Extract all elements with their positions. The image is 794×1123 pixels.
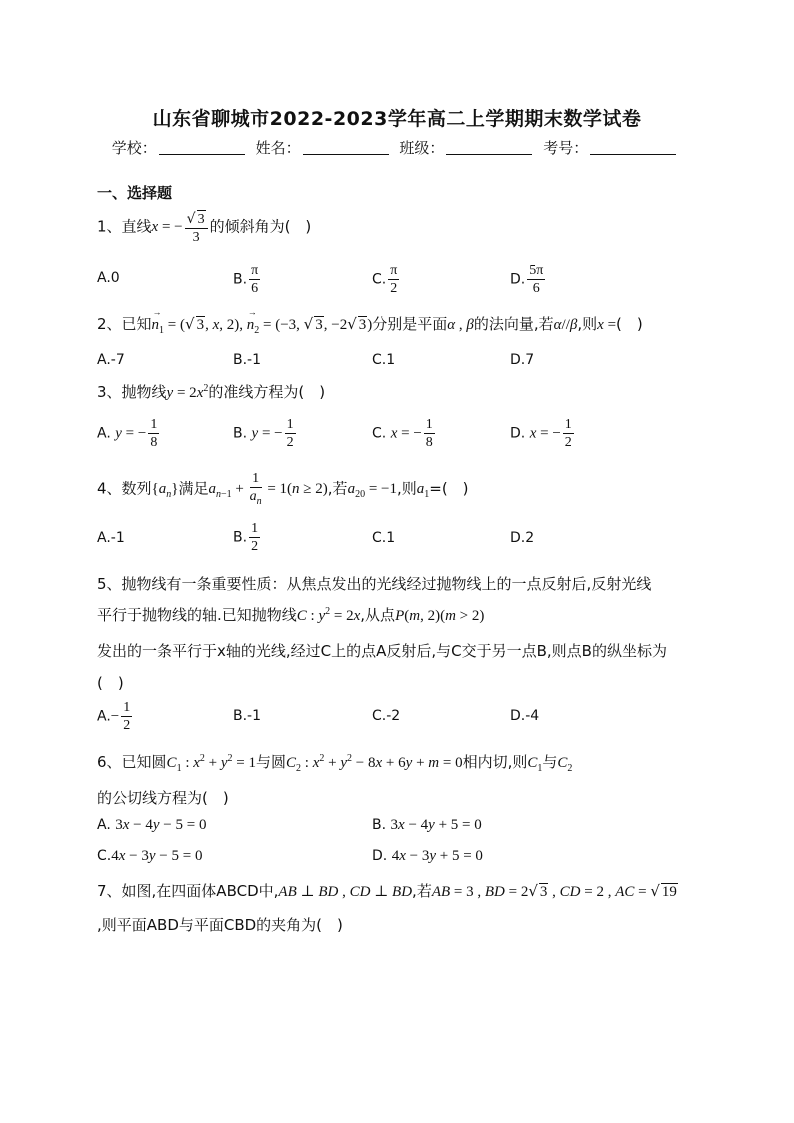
question-4-stem: 4、数列$\{a_n\}$满足$a_{n-1}$ + $\frac{1}{a_n}$ = 1(n ≥ 2),若$a_{20} = -1$,则$a_1=$( ) bbox=[97, 471, 469, 507]
class-blank[interactable] bbox=[446, 140, 532, 155]
question-5-stem-line-1: 5、抛物线有一条重要性质：从焦点发出的光线经过抛物线上的一点反射后,反射光线 bbox=[97, 575, 652, 593]
q1-equation: x = − $\frac{√ 3}{3}$ bbox=[152, 219, 210, 235]
q6-circle-1: $C_1$ : $x^2 + y^2 = 1$ bbox=[166, 753, 257, 774]
q6-option-c[interactable]: C.4x − 3y − 5 = 0 bbox=[97, 848, 203, 864]
question-1-stem: 1、直线x = − $\frac{√ 3}{3}$ 的倾斜角为( ) bbox=[97, 211, 312, 245]
section-title: 一、选择题 bbox=[97, 184, 173, 202]
q1-option-d[interactable]: D. $\frac{5\pi}{6}$ bbox=[510, 263, 544, 296]
q3-equation: $y = 2x^2$ bbox=[166, 383, 209, 401]
school-label: 学校： bbox=[111, 139, 157, 157]
question-5-stem-line-4: ( ) bbox=[97, 674, 124, 692]
question-6-stem-line-1: 6、已知圆$C_1$ : $x^2 + y^2 = 1$与圆$C_2$ : $x^2 + y^2 - 8x + 6y + m = 0$相内切,则$C_1$与$C_2$ bbox=[97, 753, 573, 774]
question-6-stem-line-2: 的公切线方程为( ) bbox=[97, 789, 229, 807]
school-blank[interactable] bbox=[159, 140, 245, 155]
q4-option-a[interactable]: A.-1 bbox=[97, 530, 125, 546]
question-2-stem: 2、已知$n_1$ → = (√ 3, x, 2), $n_2$ → = (−3, √ 3, −2√ 3)分别是平面α , β的法向量,若α//β,则x =( ) bbox=[97, 307, 643, 336]
q6-option-a[interactable]: A. 3x − 4y − 5 = 0 bbox=[97, 817, 207, 833]
q2-option-c[interactable]: C.1 bbox=[372, 352, 396, 368]
q5-option-c[interactable]: C.-2 bbox=[372, 708, 401, 724]
q5-option-a[interactable]: A.− $\frac{1}{2}$ bbox=[97, 700, 131, 733]
name-blank[interactable] bbox=[303, 140, 389, 155]
q4-option-b[interactable]: B. $\frac{1}{2}$ bbox=[233, 521, 259, 554]
question-5-stem-line-3: 发出的一条平行于x轴的光线,经过C上的点A反射后,与C交于另一点B,则点B的纵坐标为 bbox=[97, 642, 667, 660]
question-7-stem-line-2: ,则平面ABD与平面CBD的夹角为( ) bbox=[97, 916, 343, 934]
page-title: 山东省聊城市2022-2023学年高二上学期期末数学试卷 bbox=[152, 108, 642, 130]
q5-option-b[interactable]: B.-1 bbox=[233, 708, 262, 724]
q6-option-d[interactable]: D. 4x − 3y + 5 = 0 bbox=[372, 848, 483, 864]
question-3-stem: 3、抛物线$y = 2x^2$的准线方程为( ) bbox=[97, 383, 326, 401]
q4-recurrence: $a_{n-1}$ + $\frac{1}{a_n}$ = 1(n ≥ 2) bbox=[208, 471, 328, 507]
q1-option-b[interactable]: B. $\frac{\pi}{6}$ bbox=[233, 263, 259, 296]
question-5-stem-line-2: 平行于抛物线的轴.已知抛物线C : $y^2 = 2x$,从点P(m, 2)(m > 2) bbox=[97, 606, 485, 624]
q5-option-d[interactable]: D.-4 bbox=[510, 708, 540, 724]
student-info-row bbox=[0, 137, 794, 158]
name-label: 姓名： bbox=[255, 139, 301, 157]
q1-option-c[interactable]: C. $\frac{\pi}{2}$ bbox=[372, 263, 398, 296]
q3-option-d[interactable]: D. x = − $\frac{1}{2}$ bbox=[510, 417, 572, 450]
q2-option-b[interactable]: B.-1 bbox=[233, 352, 262, 368]
q6-option-b[interactable]: B. 3x − 4y + 5 = 0 bbox=[372, 817, 482, 833]
exam-number-label: 考号： bbox=[543, 139, 589, 157]
class-label: 班级： bbox=[399, 139, 445, 157]
exam-number-blank[interactable] bbox=[590, 140, 676, 155]
q2-vectors: $n_1$ → = (√ 3, x, 2), $n_2$ → = (−3, √ 3, −2√ 3) bbox=[151, 307, 373, 336]
q2-option-a[interactable]: A.-7 bbox=[97, 352, 125, 368]
q3-option-b[interactable]: B. y = − $\frac{1}{2}$ bbox=[233, 417, 294, 450]
q1-option-a[interactable]: A.0 bbox=[97, 270, 120, 286]
q6-circle-2: $C_2$ : $x^2 + y^2 - 8x + 6y + m = 0$ bbox=[286, 753, 463, 774]
q4-option-d[interactable]: D.2 bbox=[510, 530, 535, 546]
q4-option-c[interactable]: C.1 bbox=[372, 530, 396, 546]
q3-option-a[interactable]: A. y = − $\frac{1}{8}$ bbox=[97, 417, 158, 450]
question-7-stem-line-1: 7、如图,在四面体ABCD中,AB ⊥ BD , CD ⊥ BD,若AB = 3 , BD = 2√ 3 , CD = 2 , AC = √ 19 bbox=[97, 882, 677, 900]
q2-option-d[interactable]: D.7 bbox=[510, 352, 535, 368]
q3-option-c[interactable]: C. x = − $\frac{1}{8}$ bbox=[372, 417, 433, 450]
